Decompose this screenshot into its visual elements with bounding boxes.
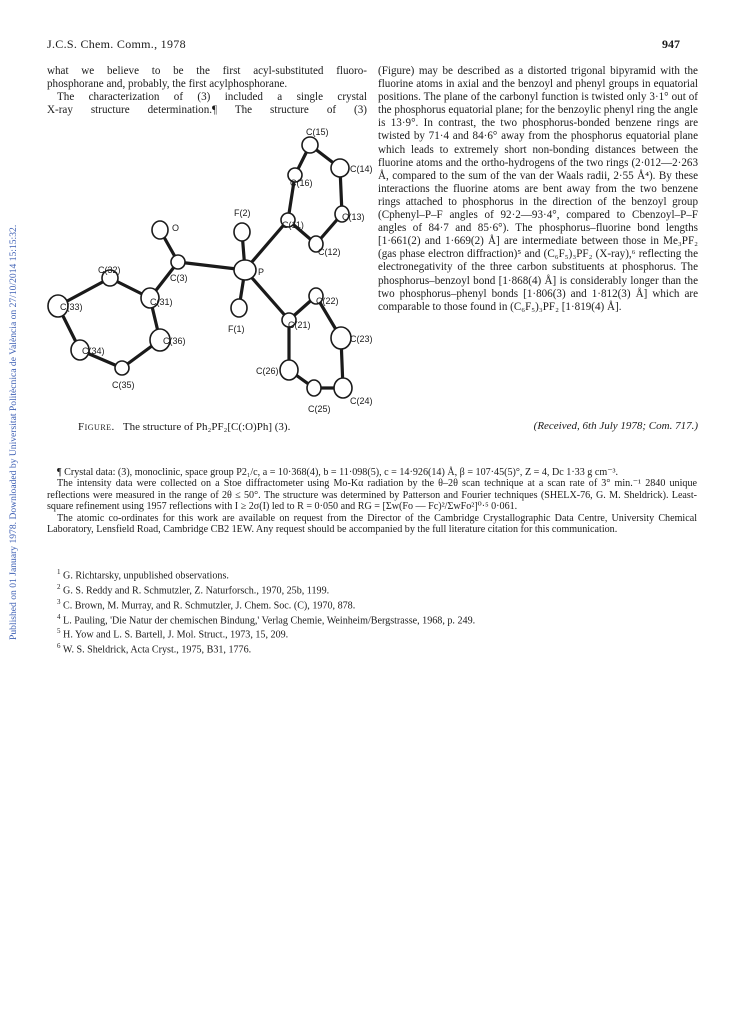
label-f2: F(2): [234, 208, 251, 218]
reference-item: $^3$ C. Brown, M. Murray, and R. Schmutzler, J. Chem. Soc. (C), 1970, 878.: [57, 597, 356, 612]
label-c24: C(24): [350, 396, 373, 406]
label-c34: C(34): [82, 346, 105, 356]
atom-c15: [302, 137, 318, 153]
atom-o: [152, 221, 168, 239]
atom-c25: [307, 380, 321, 396]
label-c26: C(26): [256, 366, 279, 376]
label-f1: F(1): [228, 324, 245, 334]
caption-label: Figure.: [78, 421, 115, 433]
label-o: O: [172, 223, 180, 233]
label-c16: C(16): [290, 178, 313, 188]
reference-item: $^4$ L. Pauling, 'Die Natur der chemischen Bindung,' Verlag Chemie, Weinheim/Bergstrasse, 1968, p. 249.: [57, 612, 476, 626]
label-p: P: [258, 267, 265, 277]
atom-c26: [280, 360, 298, 380]
structure-description: (Figure) may be described as a distorted trigonal bipyramid with the fluorine atoms in axial and the benzoyl and phenyl groups in equatorial positions. The plane of the carbonyl function is twisted only 3·1° out of the phosphorus equatorial plane; for the benzoylic phenyl ring the angle is 13·9°. In contrast, the two phosphorus-bonded benzene rings are twisted by 71·4 and 84·6° away from the phosphorus equatorial plane which leads to extremely short non-bonding distances between the fluorine atoms and the ortho-hydrogens of the two rings (2·012—2·263 Å, compared to the sum of the van der Waals radii, 2·55 Å⁴). By these interactions the fluorine atoms are bent away from the two benzene rings attached to phosphorus in the direction of the benzoyl group (Cphenyl–P–F angles of 92·2—93·4°, compared to Cbenzoyl–P–F angles of 84·7 and 85·6°). The phosphorus–fluorine bond lengths [1·661(2) and 1·669(2) Å] are intermediate between those in Me₃PF₂ (gas phase electron diffraction)⁵ and (C₆F₅)₃PF₂ (X-ray),⁶ reflecting the electronegativity of the three carbon substituents at phosphorus. The phosphorus–benzoyl bond [1·868(4) Å] is considerably longer than the two phosphorus–phenyl bonds [1·806(3) and 1·812(3) Å] which are comparable to those found in (C₆F₅)₃PF₂ [1·819(4) Å].: [378, 65, 698, 313]
label-c21: C(21): [288, 320, 311, 330]
label-c23: C(23): [350, 334, 373, 344]
reference-item: $^1$ G. Richtarsky, unpublished observations.: [57, 568, 229, 582]
left-line-1: what we believe to be the first acyl-substituted fluoro-: [47, 65, 367, 77]
references: [57, 567, 697, 656]
reference-item: $^6$ W. S. Sheldrick, Acta Cryst., 1975, B31, 1776.: [57, 642, 252, 656]
reference-item: $^2$ G. S. Reddy and R. Schmutzler, Z. Naturforsch., 1970, 25b, 1199.: [57, 582, 330, 597]
journal-header: J.C.S. Chem. Comm., 1978: [47, 37, 186, 51]
atom-c24: [334, 378, 352, 398]
label-c14: C(14): [350, 164, 373, 174]
reference-item: $^5$ H. Yow and L. S. Bartell, J. Mol. Struct., 1973, 15, 209.: [57, 627, 289, 641]
label-c31: C(31): [150, 297, 173, 307]
published-note[interactable]: Published on 01 January 1978. Downloaded by Universitat Politècnica de València on 27/10/2014 15:15:32.: [8, 224, 19, 640]
left-column-text: [47, 65, 367, 117]
left-line-4: X-ray structure determination.¶ The structure of (3): [47, 104, 367, 117]
structure-svg: [20, 120, 390, 420]
label-c32: C(32): [98, 265, 121, 275]
label-c12: C(12): [318, 247, 341, 257]
label-c13: C(13): [342, 212, 365, 222]
intensity-data: The intensity data were collected on a Stoe diffractometer using Mo-Kα radiation by the θ–2θ scan technique at a scan rate of 3° min.⁻¹ 2840 unique reflections were measured in the range of 2θ ≤ 50°. The structure was determined by Patterson and Fourier techniques (SHELX-76, G. M. Sheldrick). Least-square refinement using 1957 reflections with I ≥ 2σ(I) led to R = 0·050 and RG = [Σw(Fo — Fc)²/ΣwFo²]⁰·⁵ 0·061.: [47, 478, 697, 513]
publication-sidebar: [0, 140, 19, 660]
coordinates-note: The atomic co-ordinates for this work are available on request from the Director of the Cambridge Crystallographic Data Centre, University Chemical Laboratory, Lensfield Road, Cambridge CB2 1EW. Any request should be accompanied by the full literature citation for this communication.: [47, 512, 697, 536]
label-c22: C(22): [316, 296, 339, 306]
label-c33: C(33): [60, 302, 83, 312]
atom-p: [234, 260, 256, 280]
received-note: (Received, 6th July 1978; Com. 717.): [533, 420, 698, 432]
figure-caption: [78, 421, 290, 433]
label-c11: C(11): [282, 220, 304, 230]
label-c35: C(35): [112, 380, 135, 390]
right-column-text: [378, 65, 698, 314]
atoms: [48, 137, 352, 398]
left-line-3: The characterization of (3) included a single crystal: [57, 91, 367, 104]
left-line-2: phosphorane and, probably, the first acylphosphorane.: [47, 78, 288, 91]
crystal-footnote: [47, 467, 697, 535]
label-c15: C(15): [306, 127, 329, 137]
molecular-structure-figure: [20, 120, 390, 420]
label-c3: C(3): [170, 273, 188, 283]
atom-c35: [115, 361, 129, 375]
label-c25: C(25): [308, 404, 331, 414]
atom-c14: [331, 159, 349, 177]
caption-text: The structure of Ph₂PF₂[C(:O)Ph] (3).: [122, 421, 291, 433]
atom-f2: [234, 223, 250, 241]
atom-labels: [60, 127, 373, 414]
page-number: 947: [662, 37, 680, 51]
atom-c23: [331, 327, 351, 349]
atom-f1: [231, 299, 247, 317]
atom-c3: [171, 255, 185, 269]
crystal-data: ¶ Crystal data: (3), monoclinic, space group P2₁/c, a = 10·368(4), b = 11·098(5), c = 14·926(14) Å, β = 107·45(5)°, Z = 4, Dc 1·33 g cm⁻³.: [57, 467, 619, 478]
label-c36: C(36): [163, 336, 186, 346]
